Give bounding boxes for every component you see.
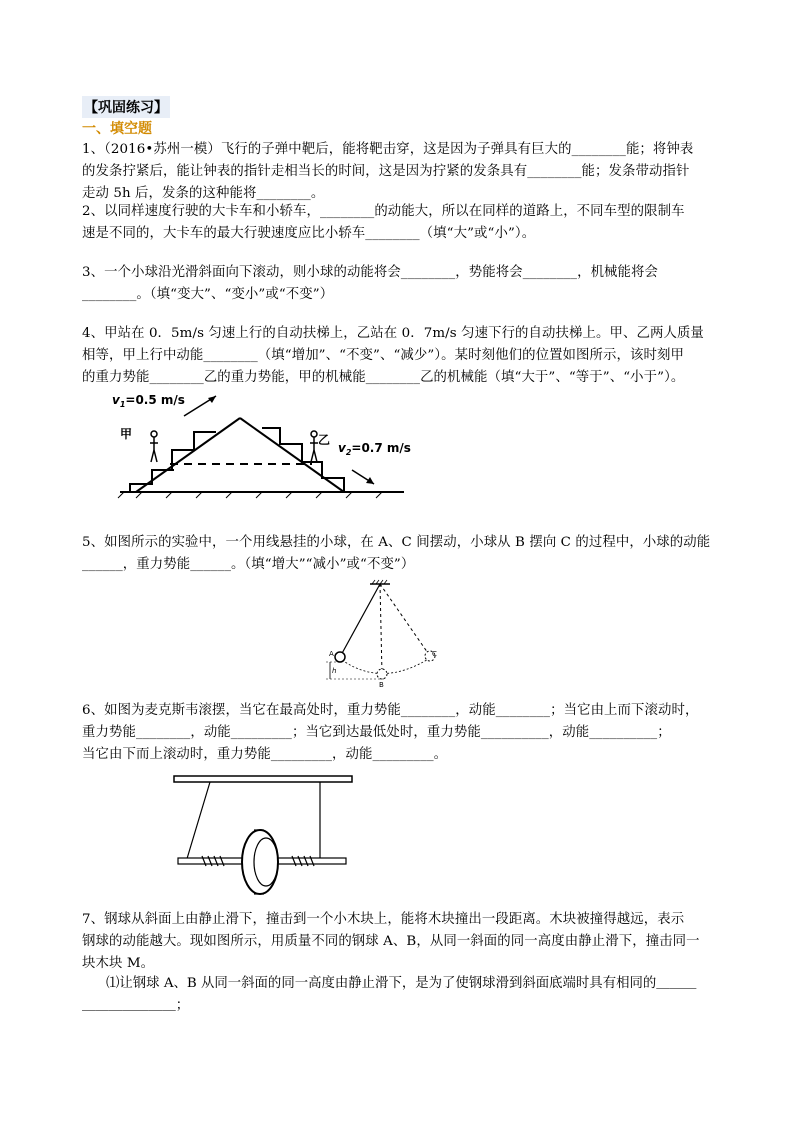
question-line: ＿＿＿＿＿＿＿； xyxy=(82,998,190,1013)
escalator-figure xyxy=(112,388,412,506)
height-label: h xyxy=(332,667,337,675)
question-line: 钢球的动能越大。现如图所示，用质量不同的钢球 A、B，从同一斜面的同一高度由静止滑下，撞击同一 xyxy=(82,934,700,949)
pendulum-figure xyxy=(326,578,446,688)
wheel-icon xyxy=(242,830,278,894)
question-2 xyxy=(82,201,722,245)
point-b-label: B xyxy=(379,681,384,688)
question-line: 走动 5h 后，发条的这种能将________。 xyxy=(82,186,325,201)
point-c-label: C xyxy=(432,650,437,658)
question-line: 5、如图所示的实验中，一个用线悬挂的小球，在 A、C 间摆动，小球从 B 摆向 C 的过程中，小球的动能 xyxy=(82,535,711,550)
question-line: 的重力势能________乙的重力势能，甲的机械能________乙的机械能（填“大于”、“等于”、“小于”）。 xyxy=(82,370,685,385)
question-5 xyxy=(82,532,722,576)
person-a-icon xyxy=(150,431,158,462)
question-line: 3、一个小球沿光滑斜面向下滚动，则小球的动能将会________，势能将会________，机械能将会 xyxy=(82,265,659,280)
question-line: ______，重力势能______。（填“增大”“减小”或“不变”） xyxy=(82,557,415,572)
question-6 xyxy=(82,700,722,766)
question-line: 块木块 M。 xyxy=(82,956,155,971)
question-7 xyxy=(82,909,722,975)
point-a-label: A xyxy=(329,650,334,658)
question-line: ⑴让钢球 A、B 从同一斜面的同一高度由静止滑下，是为了使钢球滑到斜面底端时具有相同的＿＿＿ xyxy=(106,976,697,991)
v2-label: $v_2=0.7$ m/s xyxy=(338,441,411,457)
question-line: 4、甲站在 0．5m/s 匀速上行的自动扶梯上，乙站在 0．7m/s 匀速下行的自动扶梯上。甲、乙两人质量 xyxy=(82,326,704,341)
sub-question-1 xyxy=(82,973,726,1017)
person-b-label: 乙 xyxy=(318,433,331,447)
question-line: 速是不同的，大卡车的最大行驶速度应比小轿车________（填“大”或“小”）。 xyxy=(82,226,536,241)
v1-label: $v_1=0.5$ m/s xyxy=(112,393,185,409)
person-a-label: 甲 xyxy=(120,427,133,441)
person-b-icon xyxy=(310,431,318,462)
question-line: 当它由下而上滚动时，重力势能_________，动能_________。 xyxy=(82,747,448,762)
question-3 xyxy=(82,262,722,306)
section-badge: 【巩固练习】 xyxy=(82,96,170,118)
question-4 xyxy=(82,323,722,389)
question-line: ________。（填“变大”、“变小”或“不变”） xyxy=(82,287,334,302)
ball-a-icon xyxy=(335,652,345,662)
question-line: 相等，甲上行中动能________（填“增加”、“不变”、“减少”）。某时刻他们的位置如图所示，该时刻甲 xyxy=(82,348,684,363)
question-line: 1、（2016•苏州一模）飞行的子弹中靶后，能将靶击穿，这是因为子弹具有巨大的________能；将钟表 xyxy=(82,142,694,157)
question-line: 6、如图为麦克斯韦滚摆，当它在最高处时，重力势能________，动能________；当它由上而下滚动时， xyxy=(82,703,699,718)
section-heading: 一、填空题 xyxy=(82,121,152,137)
ball-b-icon xyxy=(377,669,387,679)
question-line: 7、钢球从斜面上由静止滑下，撞击到一个小木块上，能将木块撞出一段距离。木块被撞得越远，表示 xyxy=(82,912,685,927)
question-line: 的发条拧紧后，能让钟表的指针走相当长的时间，这是因为拧紧的发条具有________能；发条带动指针 xyxy=(82,164,690,179)
maxwell-wheel-figure xyxy=(168,772,358,898)
question-line: 重力势能________，动能_________；当它到达最低处时，重力势能__________，动能__________； xyxy=(82,725,671,740)
question-line: 2、以同样速度行驶的大卡车和小轿车，________的动能大，所以在同样的道路上，不同车型的限制车 xyxy=(82,204,685,219)
question-1 xyxy=(82,139,722,205)
